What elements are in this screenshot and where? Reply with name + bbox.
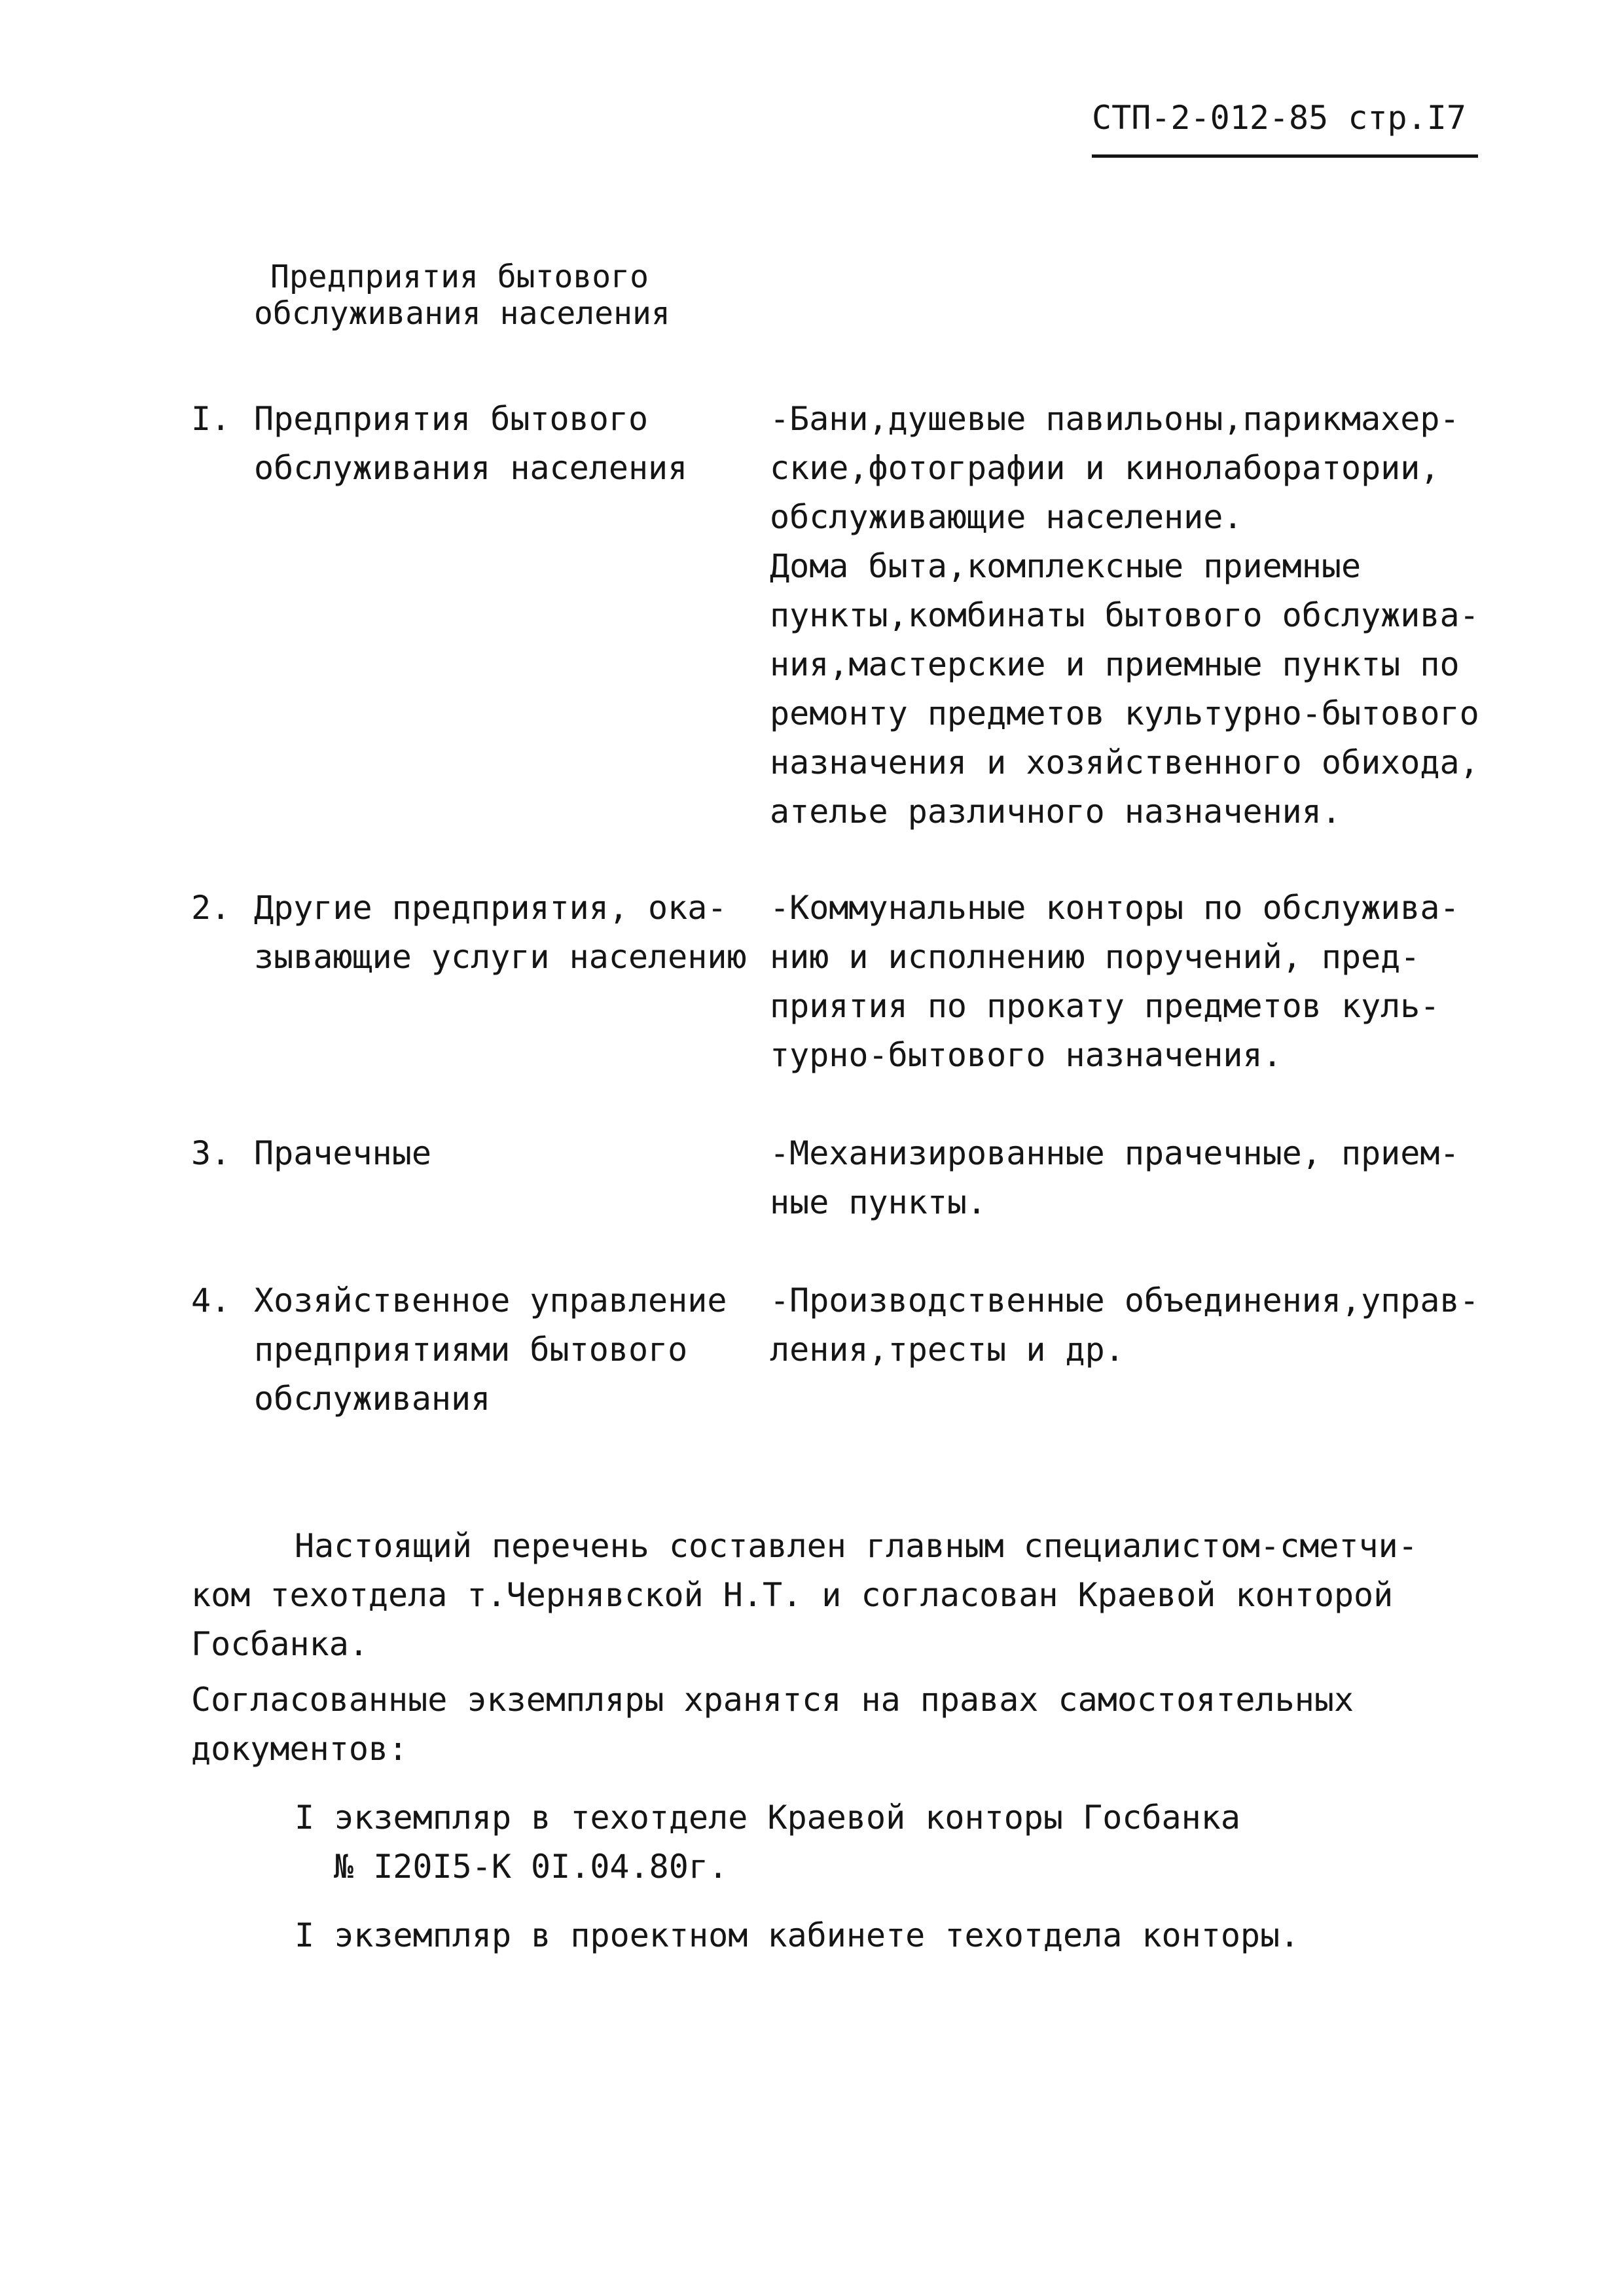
category-line: предприятиями бытового (254, 1331, 688, 1369)
description-line: турно-бытового назначения. (770, 1036, 1282, 1074)
category-line: Другие предприятия, ока- (254, 889, 727, 927)
description-line: ремонту предметов культурно-бытового (770, 694, 1479, 732)
copy-2-line1: I экземпляр в проектном кабинете техотдела конторы. (295, 1916, 1300, 1954)
description-line: ния,мастерские и приемные пункты по (770, 645, 1460, 683)
description-line: -Производственные объединения,управ- (770, 1282, 1479, 1319)
copy-1-line2: № I20I5-К 0I.04.80г. (334, 1848, 729, 1886)
description-line: -Бани,душевые павильоны,парикмахер- (770, 400, 1460, 438)
description-line: пункты,комбинаты бытового обслужива- (770, 596, 1479, 634)
description-line: Дома быта,комплексные приемные (770, 547, 1362, 585)
description-line: приятия по прокату предметов куль- (770, 987, 1440, 1025)
item-number-3: 3. (191, 1134, 231, 1172)
category-line: Предприятия бытового (254, 400, 649, 438)
storage-paragraph-line2: документов: (191, 1730, 408, 1768)
item-description-4 (770, 1276, 1529, 1374)
header-underline (1092, 154, 1478, 158)
description-line: -Коммунальные конторы по обслужива- (770, 889, 1460, 927)
item-category-2 (254, 884, 765, 982)
item-category-3 (254, 1129, 765, 1178)
storage-paragraph-line1: Согласованные экземпляры хранятся на правах самостоятельных (191, 1681, 1354, 1719)
copy-1-line1: I экземпляр в техотделе Краевой конторы Госбанка (295, 1799, 1240, 1837)
item-number-1: I. (191, 400, 231, 438)
category-line: обслуживания (254, 1380, 491, 1418)
description-line: ления,тресты и др. (770, 1331, 1125, 1369)
document-code: СТП-2-012-85 стр.I7 (1092, 99, 1466, 137)
approval-paragraph-line2: ком техотдела т.Чернявской Н.Т. и согласован Краевой конторой (191, 1576, 1394, 1614)
section-title-line1: Предприятия бытового (270, 259, 649, 295)
section-title-line2: обслуживания населения (254, 295, 670, 332)
item-description-2 (770, 884, 1529, 1080)
approval-paragraph-line3: Госбанка. (191, 1625, 369, 1663)
item-description-1 (770, 395, 1529, 836)
description-line: ные пункты. (770, 1183, 987, 1221)
approval-paragraph-line1: Настоящий перечень составлен главным специалистом-сметчи- (295, 1527, 1418, 1565)
item-description-3 (770, 1129, 1529, 1227)
description-line: ателье различного назначения. (770, 793, 1341, 831)
item-number-2: 2. (191, 889, 231, 927)
item-category-1 (254, 395, 765, 493)
category-line: зывающие услуги населению (254, 938, 747, 976)
category-line: обслуживания населения (254, 449, 688, 487)
item-category-4 (254, 1276, 765, 1424)
description-line: нию и исполнению поручений, пред- (770, 938, 1420, 976)
category-line: Прачечные (254, 1134, 431, 1172)
description-line: обслуживающие население. (770, 498, 1243, 536)
description-line: назначения и хозяйственного обихода, (770, 744, 1479, 781)
item-number-4: 4. (191, 1282, 231, 1319)
description-line: ские,фотографии и кинолаборатории, (770, 449, 1440, 487)
description-line: -Механизированные прачечные, прием- (770, 1134, 1460, 1172)
category-line: Хозяйственное управление (254, 1282, 727, 1319)
